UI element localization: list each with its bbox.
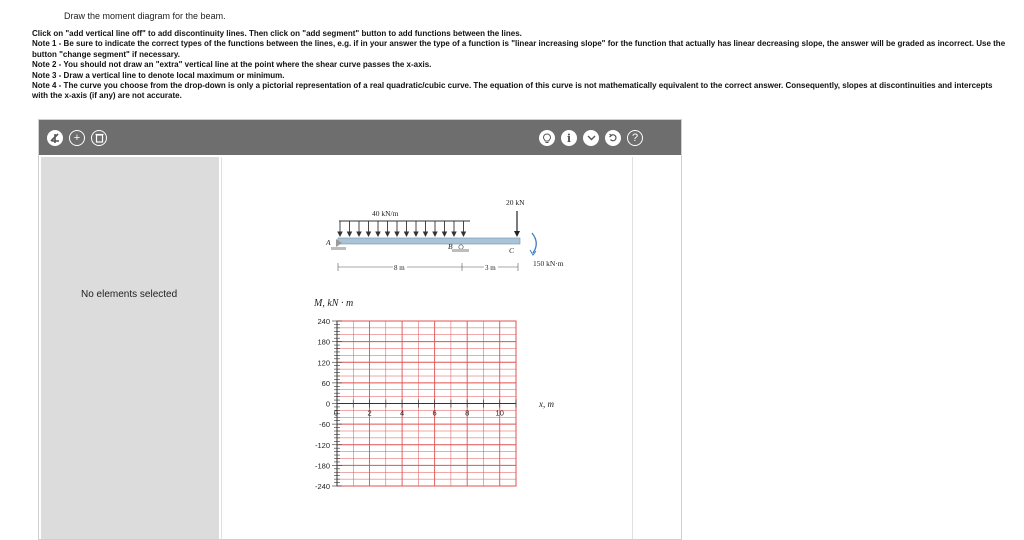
add-vertical-line-icon[interactable] xyxy=(47,130,63,146)
help-icon[interactable] xyxy=(627,130,643,146)
dropdown-icon[interactable] xyxy=(583,130,599,146)
note-3: Note 3 - Draw a vertical line to denote local maximum or minimum. xyxy=(32,70,285,80)
instructions xyxy=(32,29,1007,102)
load-arrowhead xyxy=(443,232,447,236)
selection-status: No elements selected xyxy=(81,289,178,300)
load-arrowhead xyxy=(414,232,418,236)
load-arrowhead xyxy=(433,232,437,236)
x-tick-label: 8 xyxy=(465,408,470,418)
load-arrowhead xyxy=(338,232,342,236)
y-tick-label: -240 xyxy=(314,482,330,491)
y-tick-label: 120 xyxy=(317,358,330,368)
info-icon[interactable] xyxy=(561,130,577,146)
support-b xyxy=(452,245,469,252)
label-b: B xyxy=(448,242,453,251)
load-arrowhead xyxy=(386,232,390,236)
y-tick-label: -180 xyxy=(314,461,330,471)
moment-label: 150 kN·m xyxy=(533,259,564,268)
load-arrowhead xyxy=(348,232,352,236)
undo-icon[interactable] xyxy=(605,130,621,146)
toolbar xyxy=(39,120,681,155)
beam-body xyxy=(338,238,520,244)
y-axis-label: M, kN · m xyxy=(314,298,354,309)
y-tick-label: -120 xyxy=(314,440,330,450)
load-arrowhead xyxy=(405,232,409,236)
diagram-tool xyxy=(38,119,682,540)
moment-axes xyxy=(315,317,516,491)
x-axis-label: x, m xyxy=(539,399,554,409)
load-arrowhead xyxy=(367,232,371,236)
dim-3m: 3 m xyxy=(485,264,496,272)
delete-icon[interactable] xyxy=(91,130,107,146)
y-tick-label: 0 xyxy=(325,399,330,409)
y-tick-label: 240 xyxy=(317,317,330,326)
load-arrowhead xyxy=(357,232,361,236)
y-tick-label: -60 xyxy=(319,420,330,430)
x-tick-label: 2 xyxy=(367,408,372,418)
note-4: Note 4 - The curve you choose from the drop-down is only a pictorial representation of a real quadratic/cubic curve. The equation of this curve is not mathematically equivalent to the correct answer. Consequently, slopes at discontinuities and intercepts with the x-axis (if any) are not accurate. xyxy=(32,81,993,101)
properties-panel xyxy=(41,157,219,539)
load-label: 40 kN/m xyxy=(372,209,399,218)
dim-8m: 8 m xyxy=(394,264,405,272)
load-arrowhead xyxy=(452,232,456,236)
load-arrowhead xyxy=(376,232,380,236)
load-arrowhead xyxy=(462,232,466,236)
drawing-canvas[interactable] xyxy=(221,157,633,539)
x-tick-label: 4 xyxy=(400,408,405,418)
applied-moment xyxy=(530,233,536,255)
help-glyph: ? xyxy=(631,131,639,144)
add-segment-icon[interactable] xyxy=(69,130,85,146)
plus-glyph: + xyxy=(73,131,81,144)
point-load xyxy=(514,211,520,237)
info-glyph: i xyxy=(566,131,572,145)
hint-icon[interactable] xyxy=(539,130,555,146)
load-arrowhead xyxy=(424,232,428,236)
point-load-label: 20 kN xyxy=(506,198,525,207)
note-2: Note 2 - You should not draw an "extra" vertical line at the point where the shear curve passes the x-axis. xyxy=(32,60,432,70)
problem-title: Draw the moment diagram for the beam. xyxy=(64,11,226,21)
y-tick-label: 60 xyxy=(321,378,330,388)
load-arrowhead xyxy=(395,232,399,236)
x-tick-label: 0 xyxy=(333,408,339,418)
beam-figure xyxy=(222,157,632,539)
x-tick-label: 6 xyxy=(432,408,437,418)
label-a: A xyxy=(326,238,331,247)
distributed-load xyxy=(338,221,470,236)
x-tick-label: 10 xyxy=(495,408,504,418)
note-1: Note 1 - Be sure to indicate the correct types of the functions between the lines, e.g. if in your answer the type of a function is "linear increasing slope" for the function that actually has linear decreasing slope, the answer will be graded as incorrect. Use the button "change segment" if necessary. xyxy=(32,39,1006,59)
label-c: C xyxy=(509,246,515,255)
y-tick-label: 180 xyxy=(317,337,330,347)
instruction-line: Click on "add vertical line off" to add discontinuity lines. Then click on "add segment" button to add functions between the lines. xyxy=(32,29,522,38)
